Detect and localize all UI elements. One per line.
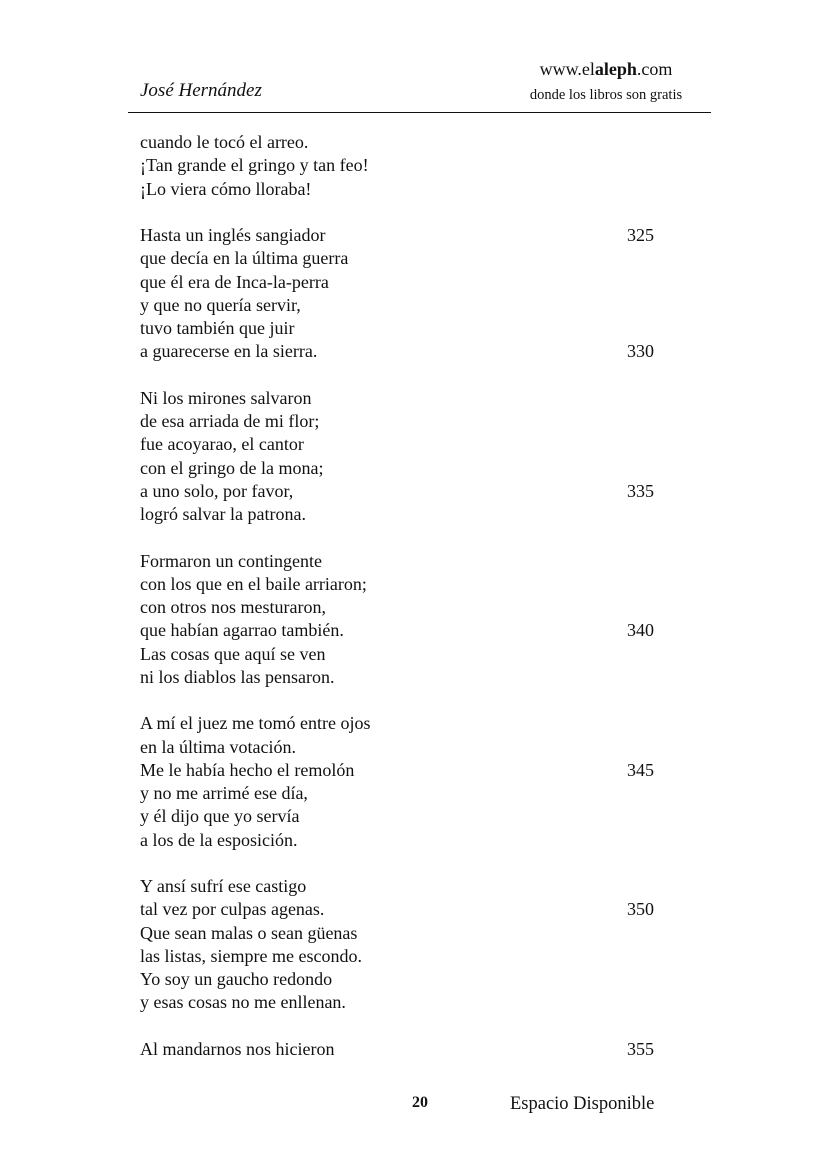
verse-line	[140, 922, 670, 945]
verse-line	[140, 712, 670, 735]
verse-line	[140, 968, 670, 991]
verse-text: de esa arriada de mi flor;	[140, 411, 320, 431]
poem-body	[140, 131, 670, 1061]
stanza-gap	[140, 364, 670, 387]
site-url[interactable]	[506, 58, 706, 80]
verse-text: con otros nos mesturaron,	[140, 597, 326, 617]
verse-line	[140, 898, 670, 921]
verse-text: fue acoyarao, el cantor	[140, 434, 304, 455]
verse-text: Ni los mirones salvaron	[140, 387, 312, 408]
verse-line	[140, 224, 670, 247]
verse-text: y no me arrimé ese día,	[140, 783, 308, 803]
verse-line	[140, 619, 670, 642]
verse-text: con los que en el baile arriaron;	[140, 573, 367, 594]
verse-line	[140, 457, 670, 480]
verse-line	[140, 410, 670, 433]
verse-number: 355	[627, 1038, 654, 1059]
verse-text: y que no quería servir,	[140, 294, 301, 315]
stanza-gap	[140, 1015, 670, 1038]
verse-text: con el gringo de la mona;	[140, 457, 324, 478]
verse-line	[140, 736, 670, 759]
verse-number: 350	[627, 899, 654, 920]
verse-line	[140, 875, 670, 898]
verse-text: a los de la esposición.	[140, 829, 298, 850]
verse-text: Al mandarnos nos hicieron	[140, 1038, 335, 1059]
verse-line	[140, 480, 670, 503]
verse-line	[140, 805, 670, 828]
stanza-gap	[140, 526, 670, 549]
verse-line	[140, 643, 670, 666]
verse-number: 335	[627, 480, 654, 501]
verse-number: 325	[627, 225, 654, 245]
site-url-bold: aleph	[594, 59, 637, 79]
site-url-prefix: www.el	[539, 59, 595, 79]
verse-text: ni los diablos las pensaron.	[140, 666, 335, 687]
verse-line	[140, 433, 670, 456]
verse-line	[140, 178, 670, 201]
verse-text: A mí el juez me tomó entre ojos	[140, 713, 371, 734]
verse-text: Que sean malas o sean güenas	[140, 922, 358, 943]
verse-text: logró salvar la patrona.	[140, 504, 306, 524]
footer-note: Espacio Disponible	[510, 1094, 655, 1114]
verse-text: que decía en la última guerra	[140, 248, 349, 269]
verse-line	[140, 550, 670, 573]
verse-text: en la última votación.	[140, 736, 296, 757]
verse-text: Las cosas que aquí se ven	[140, 643, 326, 664]
verse-line	[140, 666, 670, 689]
verse-text: y esas cosas no me enllenan.	[140, 992, 346, 1013]
verse-text: Y ansí sufrí ese castigo	[140, 876, 307, 896]
page-number: 20	[412, 1094, 428, 1111]
verse-line	[140, 247, 670, 270]
verse-text: las listas, siempre me escondo.	[140, 945, 362, 966]
verse-line	[140, 131, 670, 154]
verse-text: ¡Lo viera cómo lloraba!	[140, 178, 312, 199]
verse-line	[140, 829, 670, 852]
verse-number: 345	[627, 759, 654, 780]
site-tagline: donde los libros son gratis	[529, 87, 683, 103]
verse-text: ¡Tan grande el gringo y tan feo!	[140, 155, 369, 176]
verse-line	[140, 1038, 670, 1061]
verse-line	[140, 782, 670, 805]
verse-line	[140, 387, 670, 410]
verse-text: Formaron un contingente	[140, 550, 322, 571]
verse-line	[140, 154, 670, 177]
verse-line	[140, 503, 670, 526]
verse-line	[140, 573, 670, 596]
verse-text: a guarecerse en la sierra.	[140, 341, 318, 362]
verse-text: que él era de Inca-la-perra	[140, 271, 329, 292]
verse-line	[140, 596, 670, 619]
verse-line	[140, 340, 670, 363]
header-author: José Hernández	[140, 80, 262, 101]
verse-line	[140, 945, 670, 968]
verse-line	[140, 317, 670, 340]
stanza-gap	[140, 852, 670, 875]
header-divider	[128, 112, 711, 113]
verse-number: 330	[627, 341, 654, 362]
header-site	[506, 58, 706, 105]
site-url-suffix: .com	[636, 59, 673, 79]
verse-text: a uno solo, por favor,	[140, 480, 294, 501]
verse-text: cuando le tocó el arreo.	[140, 132, 309, 152]
verse-number: 340	[627, 620, 654, 641]
verse-line	[140, 271, 670, 294]
verse-line	[140, 759, 670, 782]
verse-text: Yo soy un gaucho redondo	[140, 969, 333, 989]
verse-text: tal vez por culpas agenas.	[140, 899, 325, 920]
verse-text: Hasta un inglés sangiador	[140, 225, 326, 245]
verse-text: y él dijo que yo servía	[140, 806, 300, 827]
verse-line	[140, 991, 670, 1014]
stanza-gap	[140, 689, 670, 712]
verse-text: Me le había hecho el remolón	[140, 759, 355, 780]
verse-text: que habían agarrao también.	[140, 620, 344, 641]
verse-text: tuvo también que juir	[140, 318, 295, 338]
stanza-gap	[140, 201, 670, 224]
verse-line	[140, 294, 670, 317]
